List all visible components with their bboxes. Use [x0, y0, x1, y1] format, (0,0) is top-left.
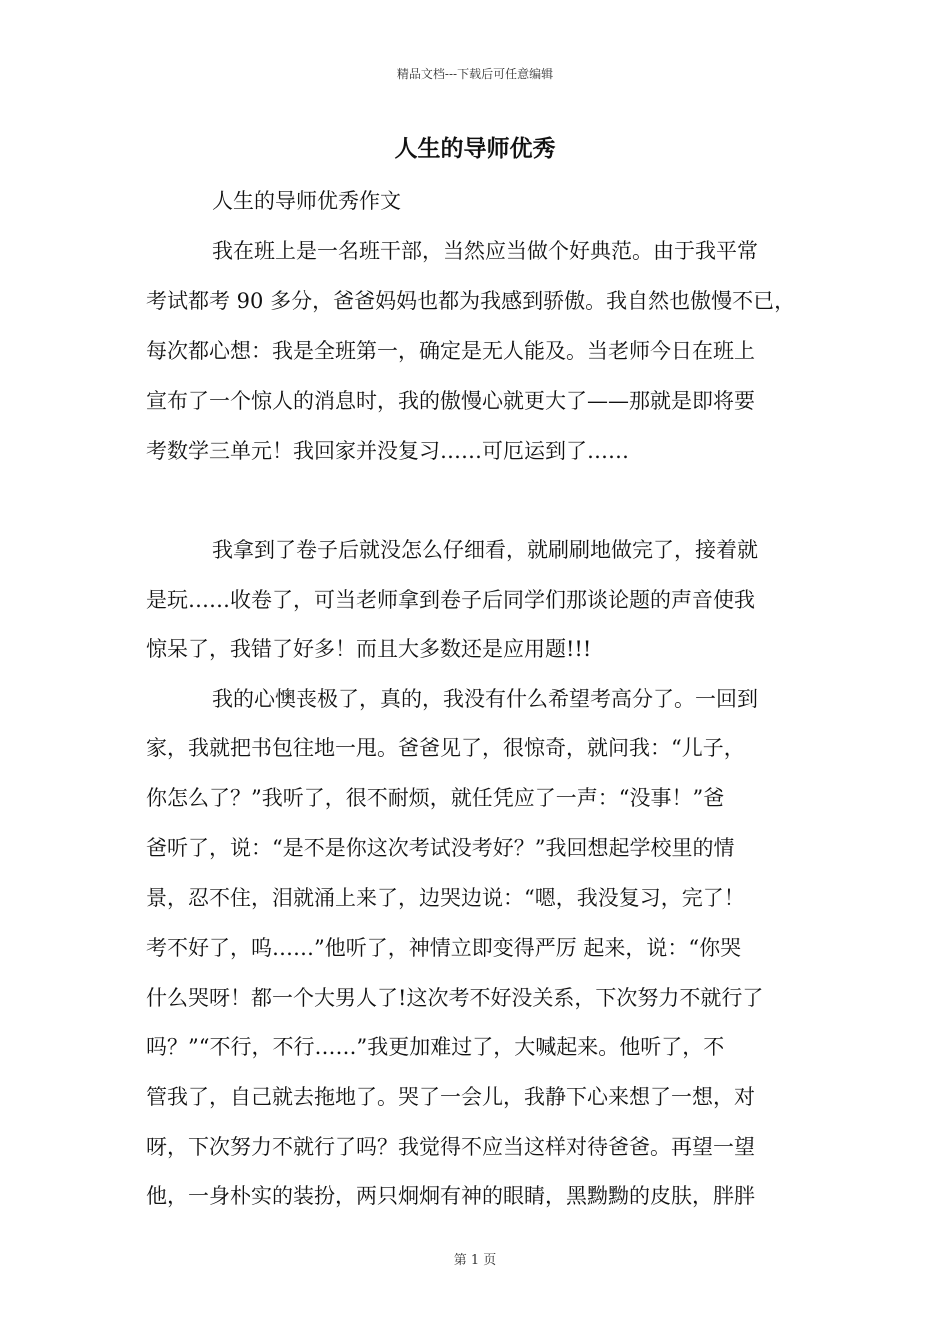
paragraph-line: 呀，下次努力不就行了吗？我觉得不应当这样对待爸爸。再望一望 [146, 1135, 755, 1159]
paragraph-line: 考数学三单元！我回家并没复习……可厄运到了…… [146, 439, 629, 463]
page-number: 第 1 页 [453, 1253, 497, 1268]
subtitle-line: 人生的导师优秀作文 [212, 189, 401, 213]
paragraph-line: 他，一身朴实的装扮，两只炯炯有神的眼睛，黑黝黝的皮肤，胖胖 [146, 1184, 755, 1208]
document-title: 人生的导师优秀 [394, 135, 556, 162]
paragraph-line: 我的心懊丧极了，真的，我没有什么希望考高分了。一回到 [212, 687, 758, 711]
paragraph-line: 我在班上是一名班干部，当然应当做个好典范。由于我平常 [212, 239, 758, 263]
paragraph-line: 我拿到了卷子后就没怎么仔细看，就刷刷地做完了，接着就 [212, 538, 758, 562]
paragraph-line: 每次都心想：我是全班第一，确定是无人能及。当老师今日在班上 [146, 339, 755, 363]
paragraph-line: 管我了，自己就去拖地了。哭了一会儿，我静下心来想了一想，对 [146, 1085, 755, 1109]
paragraph-line: 你怎么了？”我听了，很不耐烦，就任凭应了一声：“没事！”爸 [146, 786, 725, 810]
paragraph-line: 爸听了，说：“是不是你这次考试没考好？”我回想起学校里的情 [146, 836, 735, 860]
paragraph-line: 考试都考 90 多分，爸爸妈妈也都为我感到骄傲。我自然也傲慢不已， [146, 289, 796, 313]
paragraph-line: 景，忍不住，泪就涌上来了，边哭边说：“嗯，我没复习，完了！ [146, 886, 745, 910]
paragraph-line: 宣布了一个惊人的消息时，我的傲慢心就更大了——那就是即将要 [146, 389, 755, 413]
paragraph-line: 惊呆了，我错了好多！而且大多数还是应用题!!! [146, 637, 592, 661]
paragraph-line: 家，我就把书包往地一甩。爸爸见了，很惊奇，就问我：“儿子， [146, 736, 745, 760]
page-header: 精品文档---下载后可任意编辑 [396, 67, 554, 81]
paragraph-line: 吗？”“不行，不行……”我更加难过了，大喊起来。他听了，不 [146, 1035, 725, 1059]
paragraph-line: 什么哭呀！都一个大男人了!这次考不好没关系，下次努力不就行了 [146, 986, 764, 1010]
paragraph-line: 是玩……收卷了，可当老师拿到卷子后同学们那谈论题的声音使我 [146, 588, 755, 612]
paragraph-line: 考不好了，呜……”他听了，神情立即变得严厉 起来，说：“你哭 [146, 936, 742, 960]
